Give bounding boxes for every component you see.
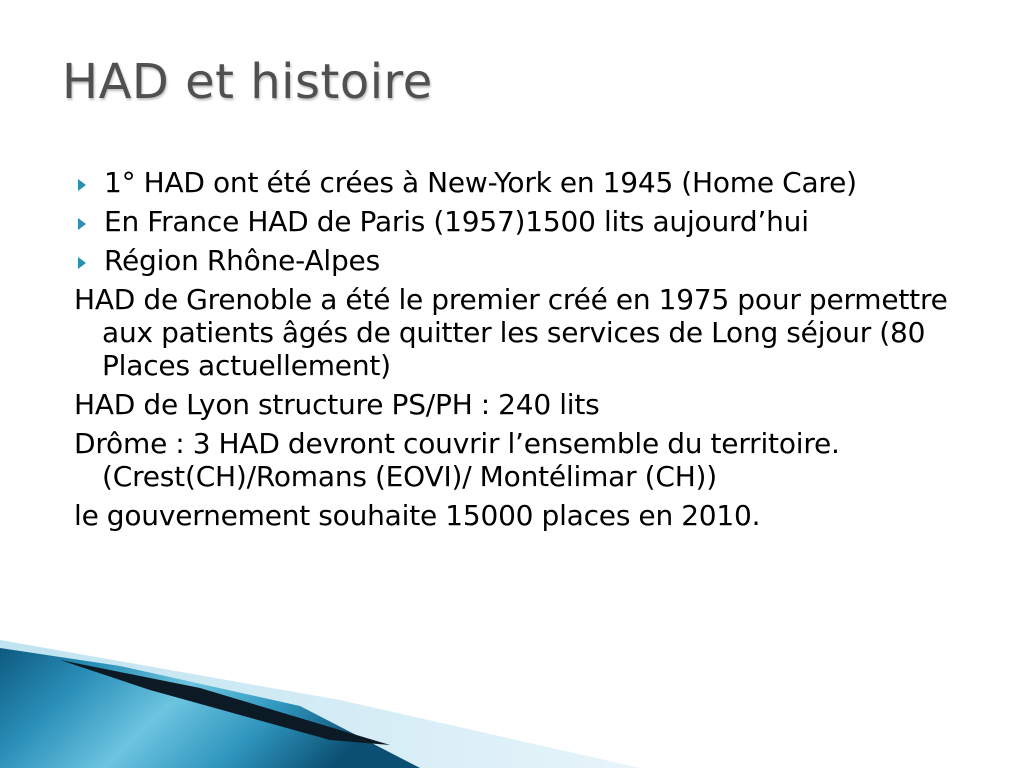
blue-wave — [0, 648, 420, 768]
paragraph-text: le gouvernement souhaite 15000 places en 2010. — [74, 499, 761, 532]
dark-stripe — [60, 660, 390, 745]
body-paragraph — [74, 427, 964, 493]
slide-title: HAD et histoire — [62, 54, 433, 110]
bullet-item — [74, 205, 964, 238]
triangle-bullet-icon — [78, 257, 86, 269]
paragraph-text: HAD de Grenoble a été le premier créé en 1975 pour permettre aux patients âgés de quitter les services de Long séjour (80 Places actuellement) — [74, 283, 948, 382]
triangle-bullet-icon — [78, 179, 86, 191]
slide-body — [74, 166, 964, 538]
body-paragraph — [74, 283, 964, 382]
bullet-item — [74, 166, 964, 199]
body-paragraph — [74, 499, 964, 532]
pale-band — [0, 640, 640, 768]
paragraph-text: Drôme : 3 HAD devront couvrir l’ensemble du territoire.(Crest(CH)/Romans (EOVI)/ Montélimar (CH)) — [74, 427, 840, 493]
bullet-text: 1° HAD ont été crées à New-York en 1945 (Home Care) — [104, 166, 857, 199]
body-paragraph — [74, 388, 964, 421]
bullet-text: En France HAD de Paris (1957)1500 lits aujourd’hui — [104, 205, 809, 238]
paragraph-text: HAD de Lyon structure PS/PH : 240 lits — [74, 388, 600, 421]
bullet-text: Région Rhône-Alpes — [104, 244, 380, 277]
bullet-item — [74, 244, 964, 277]
triangle-bullet-icon — [78, 218, 86, 230]
